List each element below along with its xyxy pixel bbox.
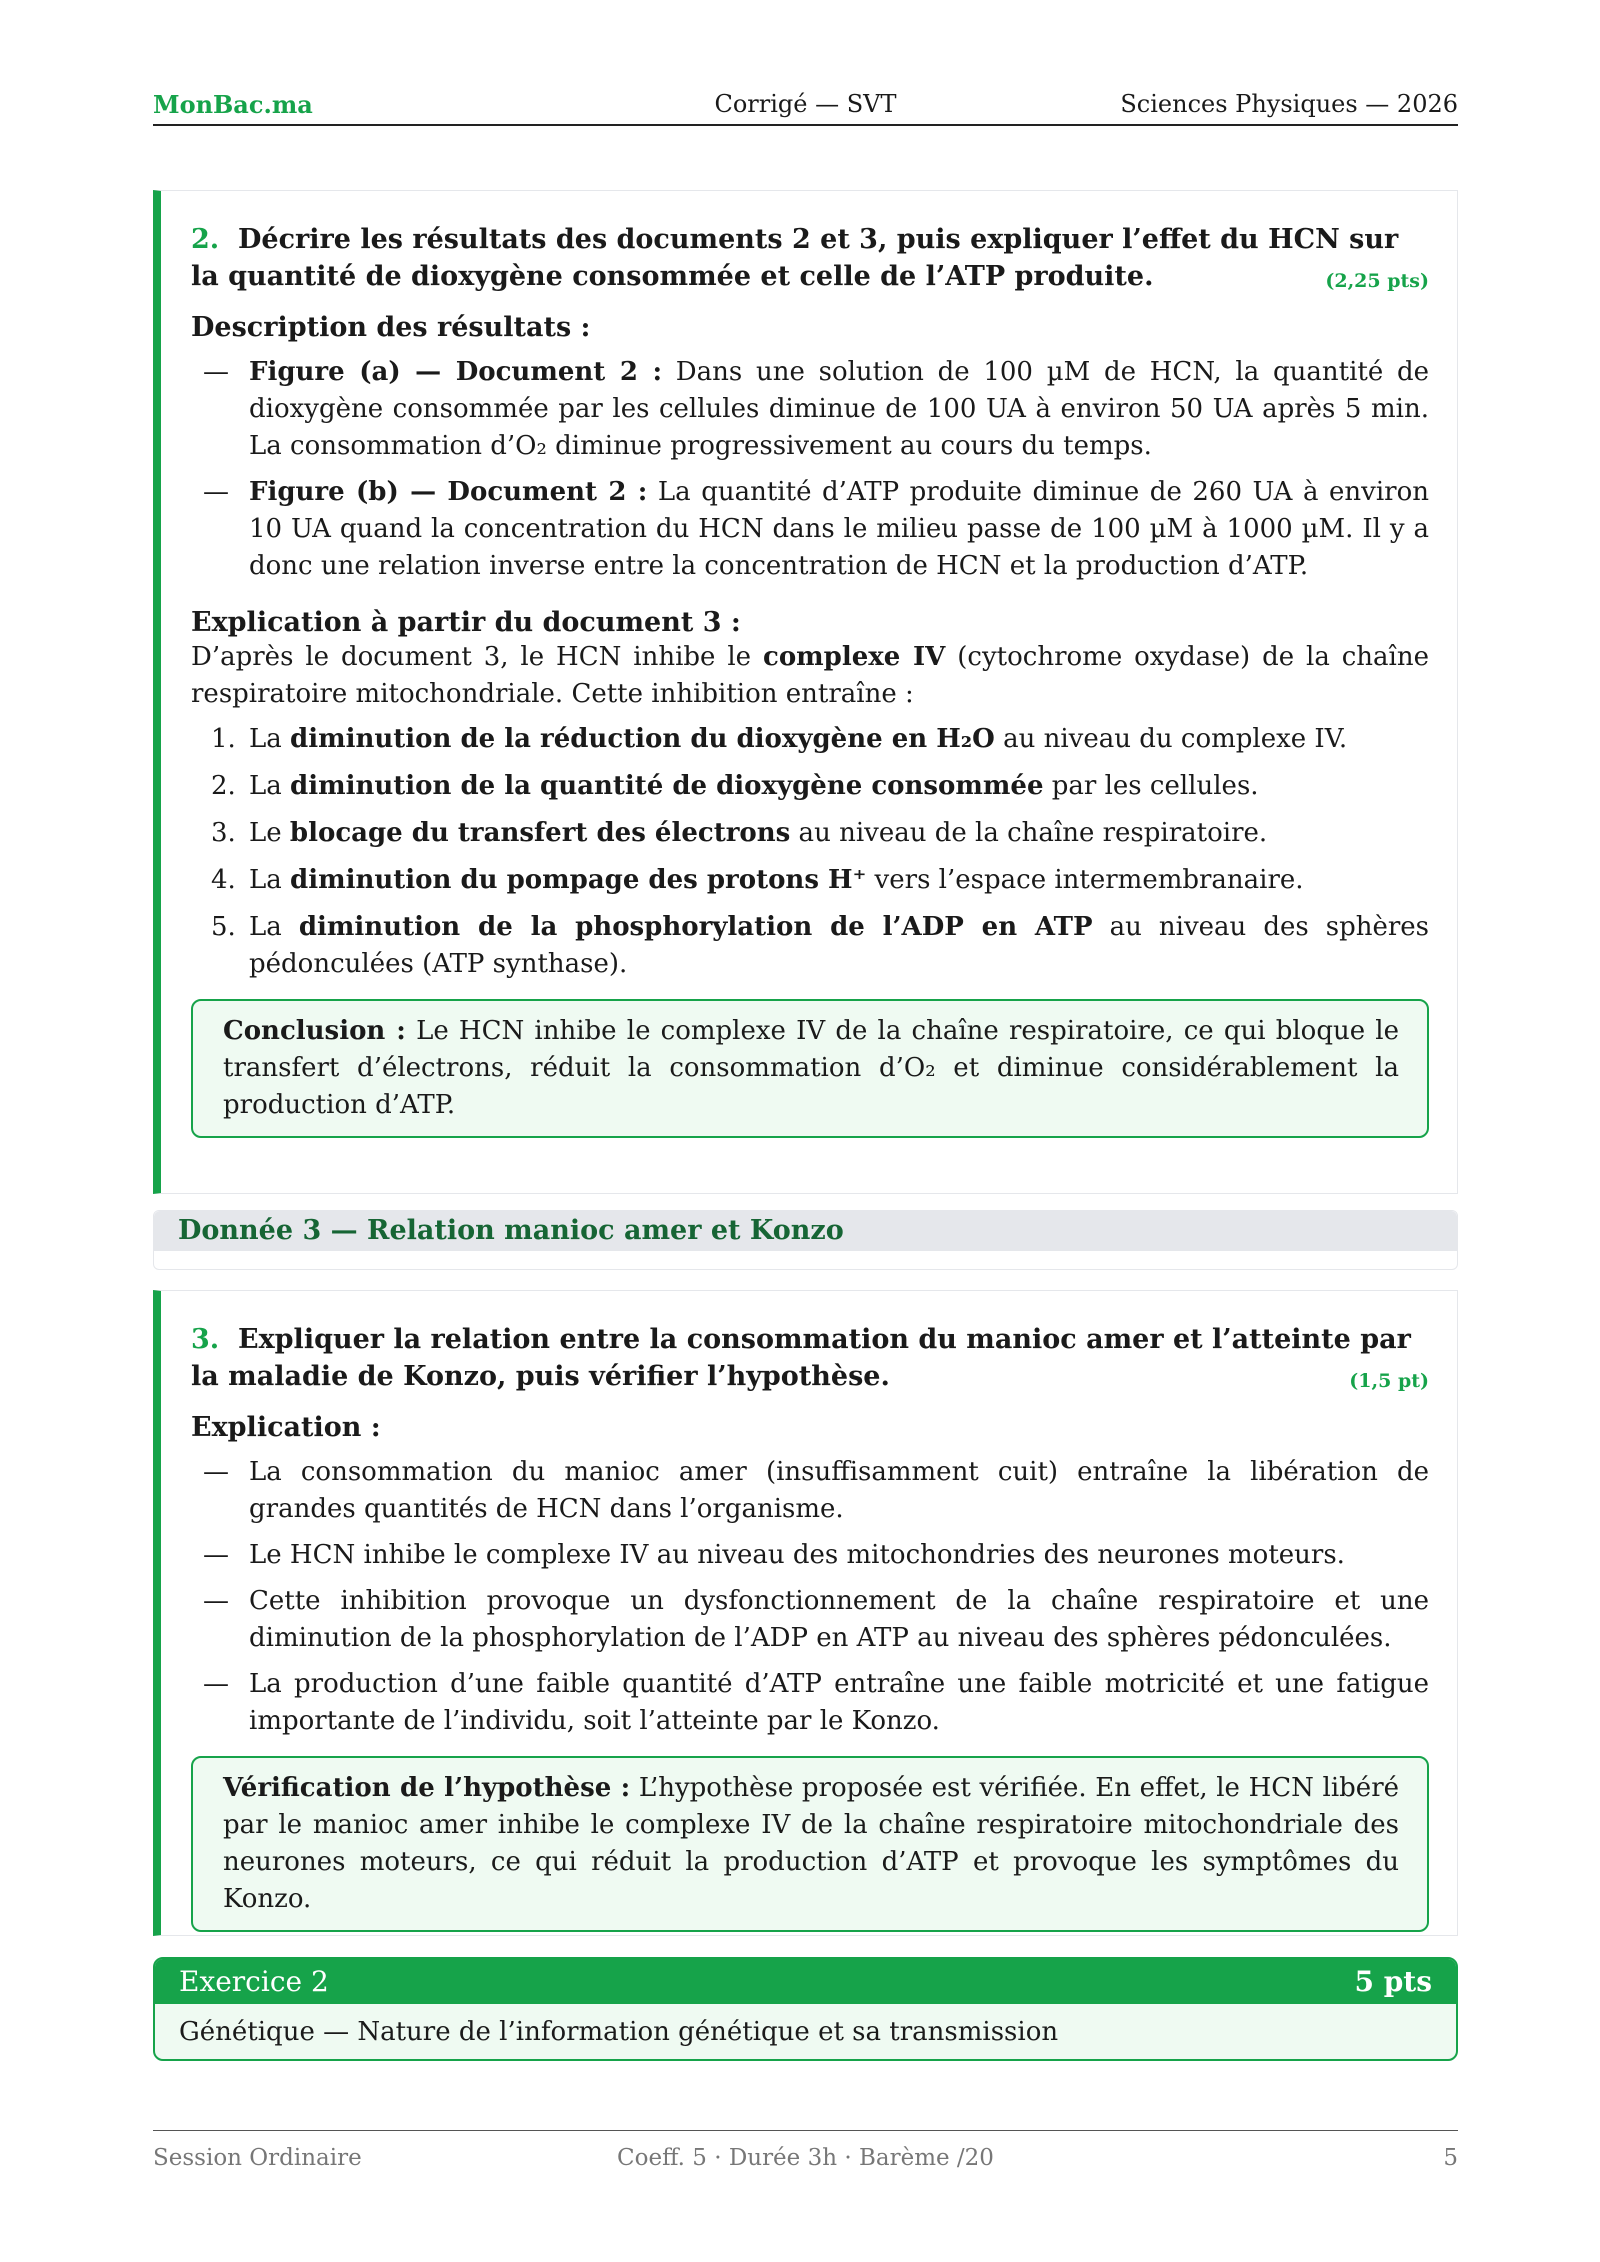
list-item: — Cette inhibition provoque un dysfonctionnement de la chaîne respiratoire et une diminution de la phosphorylation de l’ADP en ATP au niveau des sphères pédonculées. bbox=[203, 1586, 1429, 1653]
exercise-header bbox=[153, 1957, 1458, 2061]
header-subject: Corrigé — SVT bbox=[714, 90, 897, 118]
points-badge: (2,25 pts) bbox=[1325, 270, 1429, 292]
steps-list bbox=[191, 721, 1429, 983]
item-text: Dans une solution de 100 µM de HCN, la quantité de dioxygène consommée par les cellules diminue de 100 UA à environ 50 UA après 5 min. La consommation d’O₂ diminue progressivement au cours du temps. bbox=[249, 357, 1429, 461]
page-footer bbox=[153, 2130, 1458, 2185]
list-item: — La consommation du manioc amer (insuffisamment cuit) entraîne la libération de grandes quantités de HCN dans l’organisme. bbox=[203, 1457, 1429, 1524]
exercise-title: Exercice 2 bbox=[179, 1965, 329, 1998]
question-number: 3. bbox=[191, 1324, 220, 1355]
conclusion-box bbox=[191, 999, 1429, 1138]
list-item: 5. La diminution de la phosphorylation de l’ADP en ATP au niveau des sphères pédonculées (ATP synthase). bbox=[211, 912, 1430, 979]
explanation-intro: D’après le document 3, le HCN inhibe le complexe IV (cytochrome oxydase) de la chaîne respiratoire mitochondriale. Cette inhibition entraîne : bbox=[191, 642, 1430, 709]
conclusion-text: Le HCN inhibe le complexe IV de la chaîne respiratoire, ce qui bloque le transfert d’électrons, réduit la consommation d’O₂ et diminue considérablement la production d’ATP. bbox=[223, 1016, 1399, 1120]
points-badge: (1,5 pt) bbox=[1349, 1370, 1429, 1392]
question-text: Expliquer la relation entre la consommation du manioc amer et l’atteinte par la maladie de Konzo, puis vérifier l’hypothèse. bbox=[191, 1324, 1411, 1392]
section-heading: Description des résultats : bbox=[191, 312, 591, 343]
question-title bbox=[191, 221, 1429, 295]
page-number: 5 bbox=[1443, 2145, 1458, 2171]
verification-text: L’hypothèse proposée est vérifiée. En effet, le HCN libéré par le manioc amer inhibe le complexe IV de la chaîne respiratoire mitochondriale des neurones moteurs, ce qui réduit la production d’ATP et provoque les symptômes du Konzo. bbox=[223, 1773, 1400, 1914]
list-item: 4. La diminution du pompage des protons H⁺ vers l’espace intermembranaire. bbox=[211, 865, 1304, 895]
question-title bbox=[191, 1321, 1429, 1395]
exercise-points: 5 pts bbox=[1354, 1965, 1432, 1998]
list-item: 3. Le blocage du transfert des électrons au niveau de la chaîne respiratoire. bbox=[211, 818, 1268, 848]
item-lead: Figure (b) — Document 2 : bbox=[249, 477, 648, 507]
brand-logo-text[interactable]: MonBac.ma bbox=[153, 90, 313, 119]
list-item: — Figure (b) — Document 2 : La quantité d’ATP produite diminue de 260 UA à environ 10 UA quand la concentration du HCN dans le milieu passe de 100 µM à 1000 µM. Il y a donc une relation inverse entre la concentration de HCN et la production d’ATP. bbox=[203, 477, 1429, 581]
answer-card-q3 bbox=[153, 1290, 1458, 1936]
data-section-title: Donnée 3 — Relation manioc amer et Konzo bbox=[154, 1211, 1457, 1251]
question-number: 2. bbox=[191, 224, 220, 255]
list-item: 2. La diminution de la quantité de dioxygène consommée par les cellules. bbox=[211, 771, 1259, 801]
data-section-band bbox=[153, 1210, 1458, 1270]
list-item: — Figure (a) — Document 2 : Dans une solution de 100 µM de HCN, la quantité de dioxygène consommée par les cellules diminue de 100 UA à environ 50 UA après 5 min. La consommation d’O₂ diminue progressivement au cours du temps. bbox=[203, 357, 1429, 461]
footer-info: Coeff. 5 · Durée 3h · Barème /20 bbox=[617, 2145, 994, 2171]
item-lead: Figure (a) — Document 2 : bbox=[249, 357, 663, 387]
description-list bbox=[191, 354, 1429, 585]
header-track: Sciences Physiques — 2026 bbox=[1120, 90, 1458, 118]
exercise-subtitle: Génétique — Nature de l’information génétique et sa transmission bbox=[179, 2017, 1059, 2047]
list-item: 1. La diminution de la réduction du dioxygène en H₂O au niveau du complexe IV. bbox=[211, 724, 1348, 754]
list-item: — La production d’une faible quantité d’ATP entraîne une faible motricité et une fatigue importante de l’individu, soit l’atteinte par le Konzo. bbox=[203, 1669, 1429, 1736]
exercise-title-bar bbox=[155, 1959, 1456, 2004]
footer-session: Session Ordinaire bbox=[153, 2145, 362, 2171]
answer-card-q2 bbox=[153, 190, 1458, 1194]
list-item: — Le HCN inhibe le complexe IV au niveau des mitochondries des neurones moteurs. bbox=[203, 1540, 1345, 1570]
question-text: Décrire les résultats des documents 2 et 3, puis expliquer l’effet du HCN sur la quantité de dioxygène consommée et celle de l’ATP produite. bbox=[191, 224, 1399, 292]
item-text: La quantité d’ATP produite diminue de 260 UA à environ 10 UA quand la concentration du HCN dans le milieu passe de 100 µM à 1000 µM. Il y a donc une relation inverse entre la concentration de HCN et la production d’ATP. bbox=[249, 477, 1429, 581]
verification-box bbox=[191, 1756, 1429, 1932]
verification-label: Vérification de l’hypothèse : bbox=[223, 1773, 631, 1803]
explanation-list bbox=[191, 1454, 1429, 1740]
section-heading: Explication à partir du document 3 : bbox=[191, 607, 741, 638]
page-header bbox=[153, 90, 1458, 126]
conclusion-label: Conclusion : bbox=[223, 1016, 406, 1046]
section-heading: Explication : bbox=[191, 1412, 381, 1443]
